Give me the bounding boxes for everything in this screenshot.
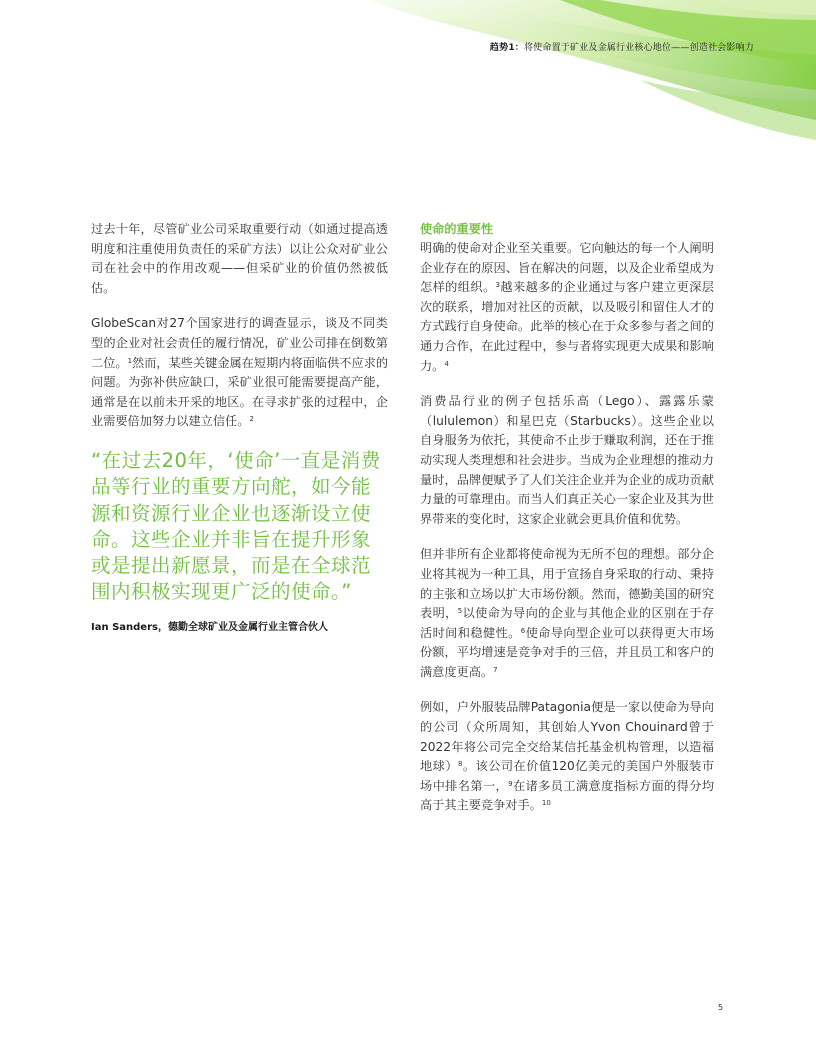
survey-text-b: 然而，某些关键金属在短期内将面临供不应求的问题。为弥补供应缺口，采矿业很可能需要提高产能，通常是在以前未开采的地区。在寻求扩张的过程中，企业需要倍加努力以建立信任。 <box>91 355 389 429</box>
survey-text-a: GlobeScan对27个国家进行的调查显示，谈及不同类型的企业对社会责任的履行情况，矿业公司排在倒数第二位。 <box>91 316 388 370</box>
page-number: 5 <box>718 1003 724 1012</box>
purpose-tool-paragraph <box>420 545 714 682</box>
intro-paragraph: 过去十年，尽管矿业公司采取重要行动（如通过提高透明度和注重使用负责任的采矿方法）以让公众对矿业公司在社会中的作用改观——但采矿业的价值仍然被低估。 <box>91 222 388 295</box>
footnote-ref: 9 <box>508 779 513 788</box>
pull-quote: “在过去20年，‘使命’一直是消费品等行业的重要方向舵，如今能源和资源行业企业也逐渐设立使命。这些企业并非旨在提升形象或是提出新愿景，而是在全球范围内积极实现更广泛的使命。” <box>91 448 381 604</box>
footnote-ref: 3 <box>495 281 500 290</box>
patagonia-text-c: 在诸多员工满意度指标方面的得分均高于其主要竞争对手。 <box>420 778 715 813</box>
patagonia-paragraph <box>420 698 714 816</box>
header-label-bold: 趋势1： <box>489 43 524 53</box>
footnote-ref: 4 <box>444 359 449 368</box>
consumer-examples-paragraph: 消费品行业的例子包括乐高（Lego）、露露乐蒙（lululemon）和星巴克（Starbucks）。这些企业以自身服务为依托，其使命不止步于赚取利润，还在于推动实现人类理想和社会进步。当成为企业理想的推动力量时，品牌便赋予了人们关注企业并为企业的成功贡献力量的可靠理由。而当人们真正关心一家企业及其为世界带来的变化时，这家企业就会更具价值和优势。 <box>420 394 714 526</box>
section-heading: 使命的重要性 <box>420 222 494 236</box>
footnote-ref: 1 <box>127 356 133 365</box>
quote-attribution: Ian Sanders，德勤全球矿业及金属行业主管合伙人 <box>91 621 328 633</box>
header-label-text: 将使命置于矿业及金属行业核心地位——创造社会影响力 <box>523 43 754 53</box>
running-header <box>490 40 754 53</box>
footnote-ref: 5 <box>457 607 463 616</box>
left-column <box>91 220 388 637</box>
green-swoosh-graphic <box>0 0 816 160</box>
tool-text-a: 但并非所有企业都将使命视为无所不包的理想。部分企业将其视为一种工具，用于宣扬自身采取的行动、秉持的主张和立场以扩大市场份额。然而，德勤美国的研究表明， <box>420 547 714 621</box>
purpose-text-b: 越来越多的企业通过与客户建立更深层次的联系，增加对社区的贡献，以及吸引和留住人才的方式践行自身使命。此举的核心在于众多参与者之间的通力合作，在此过程中，参与者将实现更大成果和影响力。 <box>420 280 715 373</box>
footnote-ref: 7 <box>493 665 498 674</box>
patagonia-text-b: 。该公司在价值120亿美元的美国户外服装市场中排名第一， <box>420 759 715 793</box>
purpose-text-a: 明确的使命对企业至关重要。它向触达的每一个人阐明企业存在的原因、旨在解决的问题，以及企业希望成为怎样的组织。 <box>420 241 714 295</box>
patagonia-text-a: 例如，户外服装品牌Patagonia便是一家以使命为导向的公司（众所周知，其创始人Yvon Chouinard曾于2022年将公司完全交给某信托基金机构管理，以造福地球） <box>420 700 714 774</box>
footnote-ref: 10 <box>541 799 551 808</box>
footnote-ref: 8 <box>457 760 463 769</box>
right-column <box>420 220 714 832</box>
tool-text-b: 以使命为导向的企业与其他企业的区别在于存活时间和稳健性。 <box>420 606 715 640</box>
survey-paragraph <box>91 314 388 432</box>
footnote-ref: 2 <box>249 415 254 424</box>
purpose-paragraph <box>420 239 714 376</box>
footnote-ref: 6 <box>520 626 526 635</box>
tool-text-c: 使命导向型企业可以获得更大市场份额，平均增速是竞争对手的三倍，并且员工和客户的满意度更高。 <box>420 625 715 679</box>
